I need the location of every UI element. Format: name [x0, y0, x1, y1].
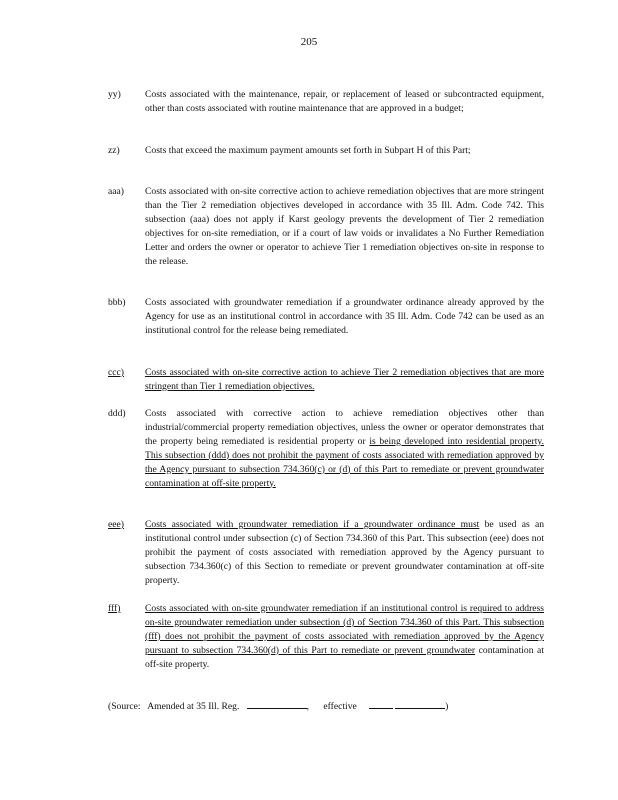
item-text: Costs associated with on-site corrective action to achieve remediation objectives that are more stringent than the Tier 2 remediation objectives developed in accordance with 35 Ill. Adm. Code 742. This subsection (aaa) does not apply if Karst geology prevents the development of Tier 2 remediation objectives for on-site remediation, or if a court of law voids or invalidates a No Further Remediation Letter and orders the owner or operator to achieve Tier 1 remediation objectives on-site in response to the release.	[145, 186, 544, 267]
list-item-aaa	[108, 185, 544, 268]
source-comma: ,	[306, 701, 309, 712]
item-label: ccc)	[108, 367, 124, 378]
item-text-plain: Costs associated with corrective action to achieve remediation objectives other than industrial/commercial property remediation objectives, unless the owner or operator demonstrates that the property being remediated is residential property or	[145, 408, 544, 447]
list-item-zz	[108, 144, 544, 158]
item-text: Costs that exceed the maximum payment amounts set forth in Subpart H of this Part;	[145, 145, 471, 156]
list-item-ddd	[108, 407, 544, 490]
item-text-plain: contamination at off-site property.	[145, 644, 544, 670]
item-label: aaa)	[108, 186, 124, 197]
item-label: zz)	[108, 145, 120, 156]
list-item-yy	[108, 88, 544, 116]
item-text: Costs associated with groundwater remediation if a groundwater ordinance already approved by the Agency for use as an institutional control in accordance with 35 Ill. Adm. Code 742 can be used as an institutional control for the release being remediated.	[145, 297, 544, 336]
item-text	[145, 518, 544, 588]
list-item-bbb	[108, 296, 544, 338]
source-close: )	[445, 701, 449, 712]
item-text	[145, 602, 544, 672]
list-item-ccc	[108, 366, 544, 394]
source-note	[108, 699, 448, 712]
item-text: Costs associated with the maintenance, repair, or replacement of leased or subcontracted equipment, other than costs associated with routine maintenance that are approved in a budget;	[145, 89, 544, 114]
item-text-underlined: is being developed into residential property. This subsection (ddd) does not prohibit the payment of costs associated with remediation approved by the Agency pursuant to subsection 734.360(c) or (d) of this Part to remediate or prevent groundwater contamination at off-site property.	[145, 435, 544, 489]
source-amended: Amended at 35 Ill. Reg.	[147, 701, 240, 712]
page-number: 205	[300, 36, 318, 48]
effective-date-blank-2	[395, 699, 445, 709]
register-volume-blank	[247, 699, 307, 709]
source-prefix: (Source:	[108, 701, 141, 712]
item-label: fff)	[108, 603, 121, 614]
list-item-fff	[108, 602, 544, 672]
item-text-plain: be used as an institutional control under subsection (c) of Section 734.360 of this Part. This subsection (eee) does not prohibit the payment of costs associated with remediation approved by the Agency pursuant to subsection 734.360(c) of this Section to remediate or prevent groundwater contamination at off-site property.	[145, 519, 544, 586]
item-text-underlined: Costs associated with on-site groundwater remediation if an institutional control is required to address on-site groundwater remediation under subsection (d) of Section 734.360 of this Part. This subsection (fff) does not prohibit the payment of costs associated with remediation approved by the Agency pursuant to subsection 734.360(d) of this Part to remediate or prevent groundwater	[145, 603, 544, 656]
item-label: eee)	[108, 519, 124, 530]
item-text	[145, 407, 544, 490]
item-text: Costs associated with on-site corrective action to achieve Tier 2 remediation objectives that are more stringent than Tier 1 remediation objectives.	[145, 367, 544, 392]
item-label: ddd)	[108, 408, 126, 419]
item-label: yy)	[108, 89, 121, 100]
list-item-eee	[108, 518, 544, 588]
item-label: bbb)	[108, 297, 126, 308]
effective-date-blank-1	[369, 699, 393, 709]
item-text-underlined: Costs associated with groundwater remediation if a groundwater ordinance must	[145, 519, 480, 530]
source-effective: effective	[323, 701, 357, 712]
